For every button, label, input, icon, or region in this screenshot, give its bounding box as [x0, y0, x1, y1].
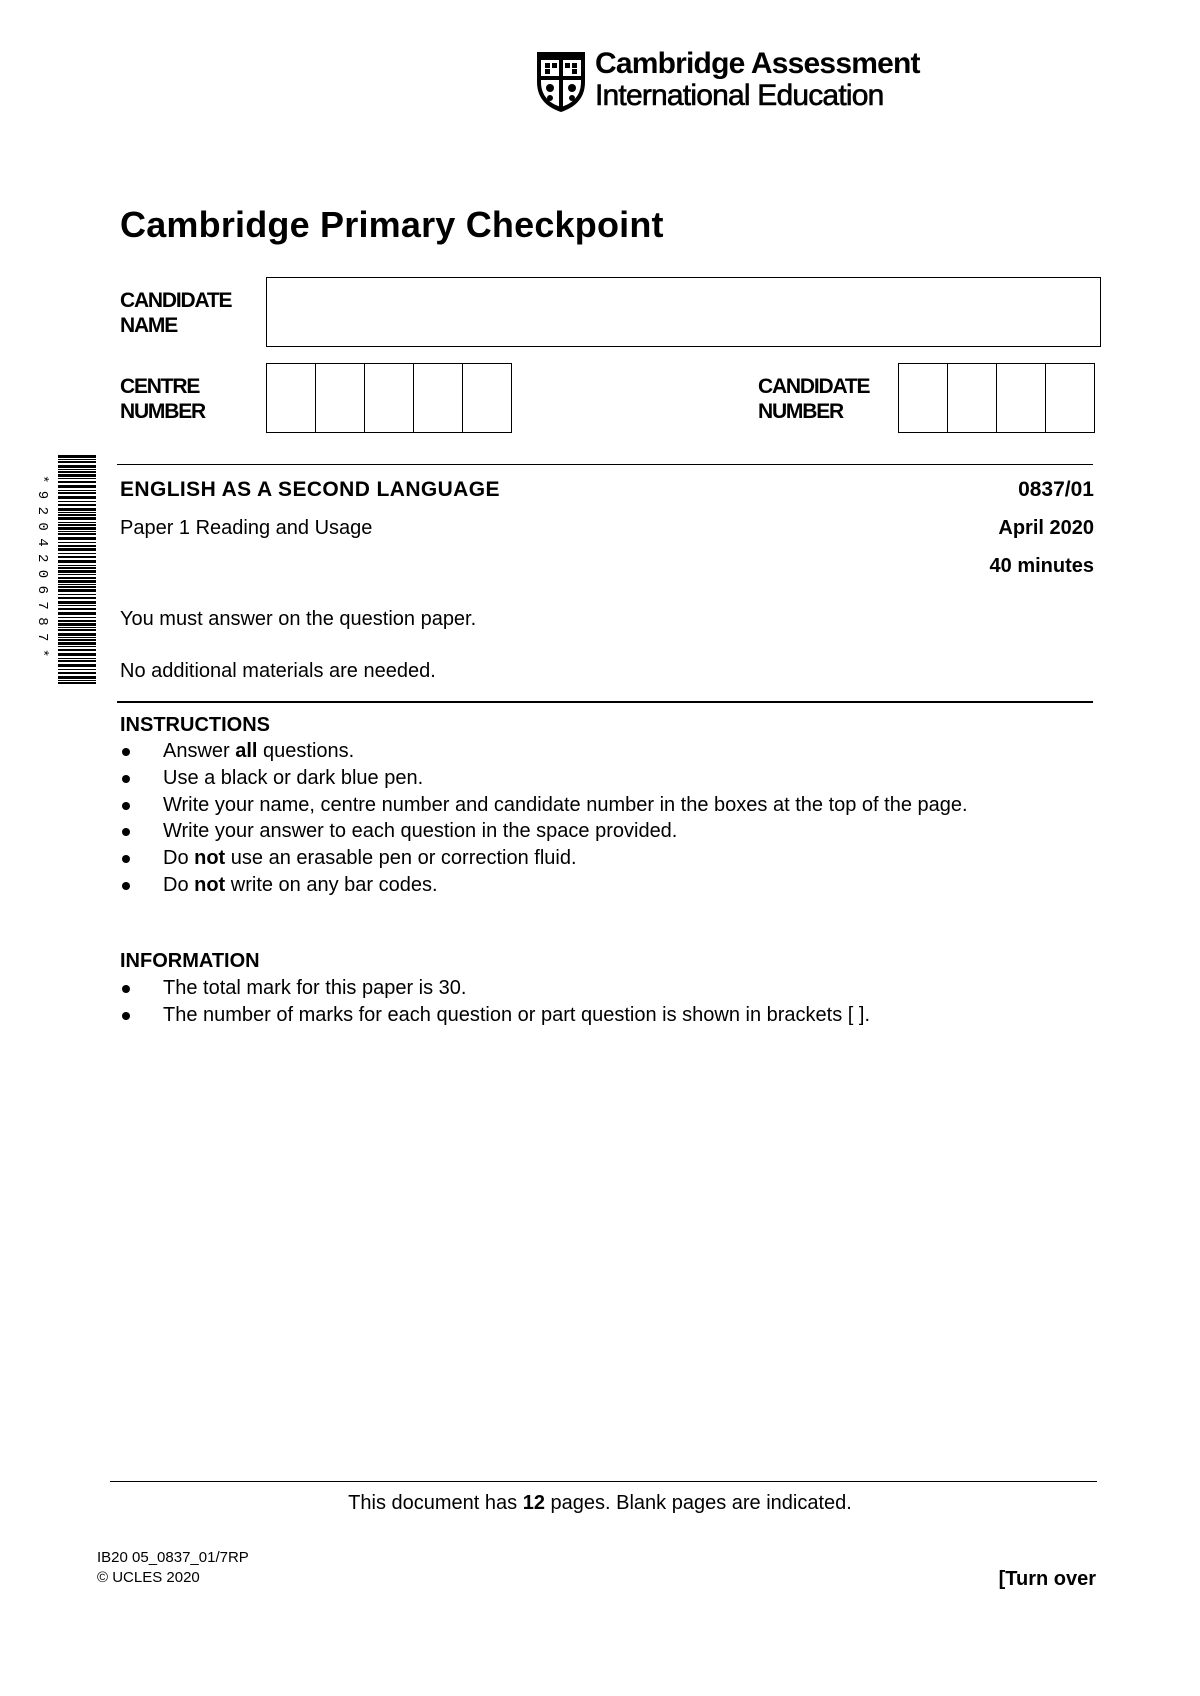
document-reference: [97, 1548, 249, 1588]
barcode-icon: [58, 455, 96, 685]
candidate-number-boxes: [898, 363, 1095, 433]
divider-top: [117, 464, 1093, 465]
logo-line-2: International Education: [595, 79, 884, 112]
item-text: Write your name, centre number and candidate number in the boxes at the top of the page.: [163, 793, 968, 816]
centre-number-label: [120, 374, 205, 424]
list-item: [120, 975, 1120, 1002]
digit-box[interactable]: [267, 364, 316, 432]
page-title: Cambridge Primary Checkpoint: [120, 204, 664, 245]
digit-box[interactable]: [948, 364, 997, 432]
information-heading: INFORMATION: [120, 950, 260, 972]
paper-code: 0837/01: [1018, 478, 1094, 501]
label-line: NUMBER: [758, 400, 843, 423]
materials-note: No additional materials are needed.: [120, 660, 436, 682]
instructions-heading: INSTRUCTIONS: [120, 714, 270, 736]
item-text: all: [235, 740, 258, 762]
exam-date: April 2020: [998, 517, 1094, 539]
divider-footer: [110, 1481, 1097, 1482]
label-line: CANDIDATE: [758, 375, 870, 398]
label-line: NAME: [120, 314, 178, 337]
bullet-icon: [122, 985, 130, 993]
digit-box[interactable]: [316, 364, 365, 432]
logo-line-1: Cambridge Assessment: [595, 47, 920, 80]
list-item: [120, 738, 1120, 765]
item-text: Use a black or dark blue pen.: [163, 766, 424, 789]
bullet-icon: [122, 828, 130, 836]
item-text: questions.: [257, 740, 355, 762]
item-text: The number of marks for each question or part question is shown in brackets [ ].: [163, 1003, 871, 1026]
crest-icon: [535, 48, 587, 114]
label-line: NUMBER: [120, 400, 205, 423]
item-text: Do: [163, 873, 195, 896]
copyright: © UCLES 2020: [97, 1569, 200, 1586]
candidate-number-label: [758, 374, 869, 424]
barcode-digits: *9204206787*: [34, 475, 50, 665]
digit-box[interactable]: [899, 364, 948, 432]
bullet-icon: [122, 748, 130, 756]
bullet-icon: [122, 882, 130, 890]
list-item: [120, 845, 1120, 872]
divider-middle: [117, 701, 1093, 703]
list-item: [120, 792, 1120, 819]
paper-name: Paper 1 Reading and Usage: [120, 517, 373, 539]
bullet-icon: [122, 855, 130, 863]
list-item: [120, 818, 1120, 845]
item-text: Answer: [163, 740, 236, 762]
instructions-list: [120, 738, 1120, 899]
list-item: [120, 872, 1120, 899]
page-count-text: pages. Blank pages are indicated.: [544, 1492, 852, 1514]
page-count-number: 12: [522, 1492, 545, 1514]
label-line: CENTRE: [120, 375, 200, 398]
item-text: Do: [163, 847, 195, 870]
digit-box[interactable]: [463, 364, 511, 432]
item-text: Write your answer to each question in the space provided.: [163, 820, 678, 843]
item-text: not: [194, 847, 226, 870]
digit-box[interactable]: [414, 364, 463, 432]
item-text: use an erasable pen or correction fluid.: [225, 847, 577, 870]
candidate-name-field[interactable]: [266, 277, 1101, 347]
centre-number-boxes: [266, 363, 512, 433]
bullet-icon: [122, 775, 130, 783]
bullet-icon: [122, 802, 130, 810]
item-text: write on any bar codes.: [225, 873, 438, 896]
cambridge-logo: [535, 48, 920, 114]
label-line: CANDIDATE: [120, 289, 232, 312]
turn-over: [Turn over: [998, 1568, 1096, 1590]
candidate-name-label: [120, 288, 231, 338]
answer-note: You must answer on the question paper.: [120, 608, 477, 630]
subject-title: ENGLISH AS A SECOND LANGUAGE: [120, 478, 500, 501]
reference-code: IB20 05_0837_01/7RP: [97, 1549, 249, 1566]
item-text: not: [194, 873, 226, 896]
exam-duration: 40 minutes: [989, 555, 1094, 577]
bullet-icon: [122, 1012, 130, 1020]
digit-box[interactable]: [997, 364, 1046, 432]
list-item: [120, 1002, 1120, 1029]
list-item: [120, 765, 1120, 792]
item-text: The total mark for this paper is 30.: [163, 977, 467, 999]
information-list: [120, 975, 1120, 1029]
digit-box[interactable]: [1046, 364, 1094, 432]
digit-box[interactable]: [365, 364, 414, 432]
page-count-text: This document has: [348, 1492, 523, 1514]
page-count-note: [0, 1492, 1200, 1515]
